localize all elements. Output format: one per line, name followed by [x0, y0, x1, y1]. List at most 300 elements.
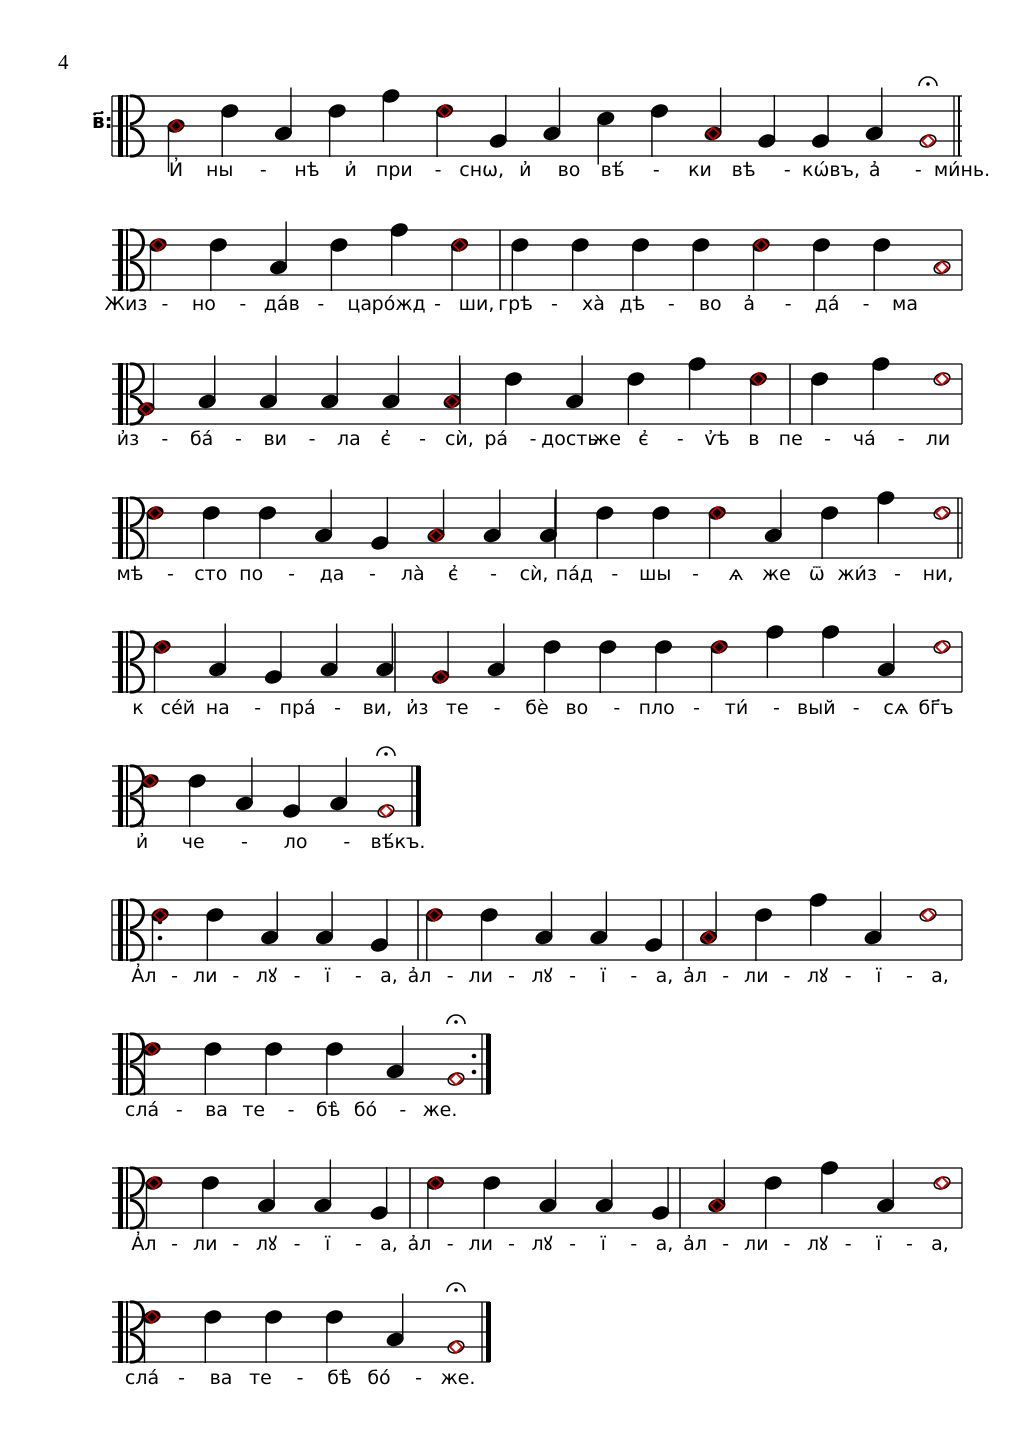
note-head — [876, 1198, 895, 1214]
c-clef-icon — [126, 1033, 128, 1095]
lyric-syllable: - — [334, 697, 341, 719]
lyric-syllable: во — [557, 159, 581, 181]
lyric-syllable: дѣ — [619, 293, 646, 315]
lyric-syllable: а, — [655, 965, 674, 987]
note-head — [872, 237, 891, 253]
c-clef-icon — [118, 497, 123, 559]
c-clef-icon — [126, 363, 128, 425]
note-head — [320, 662, 339, 678]
note-head — [864, 930, 883, 946]
note-head — [209, 237, 228, 253]
lyric-syllable: - — [354, 1233, 362, 1255]
note-head — [320, 394, 339, 410]
note-head — [483, 528, 502, 544]
lyric-syllable: ки — [688, 159, 712, 181]
lyric-syllable: - — [178, 1367, 185, 1389]
note-head — [390, 222, 409, 238]
lyric-syllable: да — [319, 563, 345, 585]
lyric-syllable: - — [784, 293, 792, 315]
note-head — [631, 237, 650, 253]
final-barline — [958, 96, 960, 156]
lyric-syllable: ни, — [922, 563, 954, 585]
lyric-syllable: - — [296, 1367, 304, 1389]
lyric-syllable: ї — [600, 965, 606, 987]
note-head — [654, 639, 673, 655]
lyric-syllable: - — [783, 159, 791, 181]
lyric-syllable: бѣ̀ — [327, 1367, 352, 1389]
lyric-syllable: же — [592, 428, 622, 450]
lyric-syllable: а҆ — [868, 159, 881, 181]
note-head — [208, 662, 227, 678]
lyric-syllable: ны — [205, 159, 234, 181]
lyric-syllable: жи́з — [837, 563, 877, 585]
note-head — [871, 356, 890, 372]
note-head — [688, 356, 707, 372]
lyric-syllable: а҆л — [683, 1233, 707, 1255]
lyric-syllable: - — [507, 1233, 515, 1255]
lyric-syllable: - — [852, 697, 860, 719]
lyric-syllable: ѿ — [808, 563, 825, 585]
lyric-syllable: ї — [600, 1233, 606, 1255]
c-clef-icon — [126, 229, 128, 291]
lyric-syllable: лꙋ — [255, 1233, 277, 1255]
note-head — [198, 394, 217, 410]
lyric-syllable: - — [288, 563, 296, 585]
note-head — [571, 237, 590, 253]
note-head — [329, 237, 348, 253]
note-head — [595, 1198, 614, 1214]
note-head — [543, 639, 562, 655]
repeat-dot — [472, 1070, 477, 1075]
note-head — [203, 1309, 222, 1325]
lyric-syllable: ма — [892, 293, 918, 315]
lyric-syllable: И҆ — [168, 159, 184, 181]
note-head — [589, 930, 608, 946]
lyric-syllable: - — [905, 965, 913, 987]
lyric-syllable: че — [181, 831, 205, 853]
note-head — [260, 930, 279, 946]
lyric-syllable: сла́ — [124, 1099, 160, 1121]
lyric-syllable: - — [232, 1233, 240, 1255]
lyric-syllable: - — [171, 965, 179, 987]
note-head — [811, 133, 830, 149]
c-clef-icon — [126, 95, 128, 157]
lyric-syllable: вый — [797, 697, 836, 719]
lyric-syllable: ви — [263, 428, 288, 450]
lyric-syllable: - — [897, 428, 905, 450]
lyric-syllable: в — [748, 428, 760, 450]
note-head — [644, 937, 663, 953]
note-head — [535, 930, 554, 946]
lyric-syllable: же. — [422, 1099, 458, 1121]
lyric-syllable: - — [415, 1367, 422, 1389]
lyric-syllable: - — [914, 159, 922, 181]
lyric-syllable: на — [205, 697, 230, 719]
lyric-syllable: - — [693, 697, 701, 719]
note-head — [865, 126, 884, 142]
lyric-syllable: пе — [778, 428, 803, 450]
lyric-syllable: - — [844, 1233, 852, 1255]
note-head — [325, 1309, 344, 1325]
note-head — [203, 1041, 222, 1057]
lyric-syllable: ї — [876, 965, 882, 987]
lyric-syllable: лꙋ — [255, 965, 277, 987]
lyric-syllable: є҆ — [638, 428, 649, 450]
note-head — [220, 103, 239, 119]
lyric-syllable: - — [368, 563, 376, 585]
lyric-syllable: бо́ — [367, 1367, 391, 1389]
lyric-syllable: а҆л — [407, 1233, 432, 1255]
lyric-syllable: а҆ — [743, 293, 756, 315]
note-head — [820, 1160, 839, 1176]
lyric-syllable: - — [434, 293, 442, 315]
lyric-syllable: ро́жд — [371, 293, 426, 315]
lyric-syllable: ї — [325, 1233, 331, 1255]
fermata-icon — [454, 1020, 458, 1024]
lyric-syllable: вѣ — [731, 159, 756, 181]
lyric-syllable: да́в — [263, 293, 300, 315]
lyric-syllable: - — [529, 428, 537, 450]
lyric-syllable: - — [259, 159, 267, 181]
lyric-syllable: а, — [380, 965, 398, 987]
lyric-syllable: - — [692, 563, 700, 585]
lyric-syllable: шы — [639, 563, 672, 585]
note-head — [381, 394, 400, 410]
note-head — [764, 528, 783, 544]
lyric-syllable: бѣ̀ — [316, 1099, 341, 1121]
lyric-syllable: лꙋ — [531, 1233, 553, 1255]
lyric-syllable: да́ — [814, 293, 840, 315]
note-head — [810, 371, 829, 387]
lyric-syllable: - — [722, 1233, 730, 1255]
lyric-syllable: А҆л — [131, 965, 157, 987]
lyric-syllable: - — [894, 563, 902, 585]
repeat-dot — [158, 936, 163, 941]
note-head — [754, 907, 773, 923]
lyric-syllable: ла — [337, 428, 361, 450]
lyric-syllable: ї — [876, 1233, 882, 1255]
final-barline — [486, 1302, 491, 1362]
lyric-syllable: ми́нь. — [933, 159, 991, 181]
note-head — [651, 1205, 670, 1221]
c-clef-icon — [118, 765, 123, 827]
lyric-syllable: - — [446, 1233, 454, 1255]
lyric-syllable: а҆л — [407, 965, 432, 987]
lyric-syllable: лꙋ — [807, 965, 829, 987]
lyric-syllable: ча́ — [852, 428, 876, 450]
lyric-syllable: и҆з — [406, 697, 429, 719]
lyric-syllable: - — [844, 965, 852, 987]
note-head — [480, 907, 499, 923]
c-clef-icon — [118, 899, 123, 961]
lyric-syllable: - — [171, 1233, 179, 1255]
lyric-syllable: - — [161, 428, 169, 450]
lyric-syllable: пло — [638, 697, 675, 719]
lyric-syllable: те — [242, 1099, 266, 1121]
note-head — [539, 1198, 558, 1214]
lyric-syllable: - — [772, 697, 780, 719]
note-head — [202, 505, 221, 521]
lyric-syllable: ли — [925, 428, 951, 450]
note-head — [565, 394, 584, 410]
lyric-syllable: ви, — [362, 697, 393, 719]
lyric-syllable: лꙋ — [807, 1233, 829, 1255]
lyric-syllable: - — [239, 293, 247, 315]
lyric-syllable: по — [239, 563, 264, 585]
lyric-syllable: ѵ҆ѣ — [704, 428, 730, 450]
lyric-syllable: - — [783, 1233, 791, 1255]
lyric-syllable: а, — [380, 1233, 398, 1255]
note-head — [329, 796, 348, 812]
repeat-dot — [472, 1054, 477, 1059]
note-head — [757, 133, 776, 149]
note-head — [626, 371, 645, 387]
lyric-syllable: лꙋ — [531, 965, 553, 987]
note-head — [370, 535, 389, 551]
lyric-syllable: - — [446, 965, 454, 987]
c-clef-icon — [118, 1301, 123, 1363]
lyric-syllable: ли — [192, 1233, 218, 1255]
note-head — [188, 773, 207, 789]
lyric-syllable: же. — [440, 1367, 476, 1389]
lyric-syllable: - — [783, 965, 791, 987]
note-head — [596, 111, 615, 127]
lyric-syllable: ца — [347, 293, 372, 315]
note-head — [812, 237, 831, 253]
lyric-syllable: - — [676, 428, 684, 450]
lyric-syllable: - — [399, 1099, 407, 1121]
note-head — [269, 260, 288, 276]
lyric-syllable: сла́ — [124, 1367, 160, 1389]
note-head — [809, 892, 828, 908]
lyric-syllable: - — [722, 965, 730, 987]
note-head — [487, 662, 506, 678]
lyric-syllable: снѡ, — [459, 159, 505, 181]
note-head — [381, 88, 400, 104]
fermata-icon — [384, 752, 388, 756]
fermata-icon — [454, 1288, 458, 1292]
note-head — [315, 930, 334, 946]
lyric-syllable: мѣ — [116, 563, 144, 585]
lyric-syllable: ва — [205, 1099, 228, 1121]
lyric-syllable: те — [445, 697, 469, 719]
lyric-syllable: - — [161, 293, 169, 315]
note-head — [282, 803, 301, 819]
note-head — [274, 126, 293, 142]
lyric-syllable: вѣ́къ. — [370, 831, 426, 853]
lyric-syllable: и҆ — [344, 159, 357, 181]
lyric-syllable: ла̀ — [400, 563, 425, 585]
lyric-syllable: А҆л — [131, 1233, 157, 1255]
lyric-syllable: а, — [931, 1233, 949, 1255]
voice-label: в҃: — [92, 109, 113, 133]
lyric-syllable: - — [254, 697, 262, 719]
c-clef-icon — [118, 95, 123, 157]
lyric-syllable: кѡ́въ, — [801, 159, 861, 181]
note-head — [764, 1175, 783, 1191]
note-head — [235, 796, 254, 812]
note-head — [504, 371, 523, 387]
note-head — [201, 1175, 220, 1191]
note-head — [821, 624, 840, 640]
lyric-syllable: ха̀ — [581, 293, 605, 315]
note-head — [258, 505, 277, 521]
lyric-syllable: - — [611, 563, 619, 585]
lyric-syllable: ти́ — [724, 697, 749, 719]
fermata-icon — [926, 82, 930, 86]
lyric-syllable: - — [166, 563, 174, 585]
lyric-syllable: же — [761, 563, 791, 585]
lyric-syllable: а҆л — [683, 965, 707, 987]
note-head — [543, 126, 562, 142]
lyric-syllable: - — [551, 293, 558, 315]
c-clef-icon — [118, 1167, 123, 1229]
page-number: 4 — [58, 50, 69, 74]
lyric-syllable: - — [232, 965, 240, 987]
lyric-syllable: - — [434, 159, 442, 181]
note-head — [328, 103, 347, 119]
note-head — [375, 662, 394, 678]
note-head — [264, 669, 283, 685]
note-head — [877, 662, 896, 678]
lyric-syllable: сѧ — [883, 697, 909, 719]
lyric-syllable: - — [343, 831, 351, 853]
c-clef-icon — [118, 631, 123, 693]
final-barline — [416, 766, 421, 826]
c-clef-icon — [118, 1033, 123, 1095]
lyric-syllable: при — [375, 159, 413, 181]
lyric-syllable: ли — [744, 965, 769, 987]
note-head — [313, 1198, 332, 1214]
note-head — [386, 1332, 405, 1348]
lyric-syllable: - — [493, 697, 501, 719]
lyric-syllable: бг҃ъ — [918, 697, 954, 719]
note-head — [370, 937, 389, 953]
lyric-syllable: - — [569, 1233, 577, 1255]
c-clef-icon — [126, 631, 128, 693]
lyric-syllable: сѝ, — [444, 428, 474, 450]
lyric-syllable: - — [630, 1233, 638, 1255]
note-head — [650, 103, 669, 119]
final-barline — [486, 1034, 491, 1094]
lyric-syllable: - — [287, 1099, 295, 1121]
lyric-syllable: дость — [541, 428, 599, 450]
lyric-syllable: пра́ — [279, 697, 316, 719]
note-head — [510, 237, 529, 253]
lyric-syllable: сѝ, — [519, 563, 549, 585]
note-head — [651, 505, 670, 521]
lyric-syllable: те — [249, 1367, 272, 1389]
lyric-syllable: бо́ — [353, 1099, 378, 1121]
note-head — [325, 1041, 344, 1057]
note-head — [482, 1175, 501, 1191]
note-head — [595, 505, 614, 521]
lyric-syllable: и҆ — [519, 159, 532, 181]
lyric-syllable: во — [698, 293, 722, 315]
note-head — [489, 133, 508, 149]
lyric-syllable: ли — [192, 965, 218, 987]
lyric-syllable: ра́ — [484, 428, 509, 450]
lyric-syllable: ли — [468, 965, 494, 987]
note-head — [257, 1198, 276, 1214]
lyric-syllable: па́д — [555, 563, 594, 585]
note-head — [205, 907, 224, 923]
lyric-syllable: є҆ — [380, 428, 391, 450]
lyric-syllable: и҆з — [116, 428, 140, 450]
lyric-syllable: - — [905, 1233, 913, 1255]
note-head — [820, 505, 839, 521]
lyric-syllable: - — [175, 1099, 183, 1121]
c-clef-icon — [118, 229, 123, 291]
note-head — [264, 1041, 283, 1057]
lyric-syllable: ї — [325, 965, 331, 987]
lyric-syllable: а, — [931, 965, 949, 987]
lyric-syllable: - — [862, 293, 870, 315]
lyric-syllable: ши, — [458, 293, 495, 315]
lyric-syllable: во — [565, 697, 589, 719]
lyric-syllable: ли — [744, 1233, 769, 1255]
lyric-syllable: ли — [468, 1233, 494, 1255]
c-clef-icon — [126, 899, 128, 961]
lyric-syllable: Жиз — [104, 293, 148, 315]
note-head — [386, 1064, 405, 1080]
lyric-syllable: - — [293, 1233, 301, 1255]
lyric-syllable: се́й — [160, 697, 196, 719]
lyric-syllable: - — [317, 293, 325, 315]
lyric-syllable: - — [354, 965, 362, 987]
lyric-syllable: - — [507, 965, 515, 987]
lyric-syllable: бѐ — [525, 697, 549, 719]
lyric-syllable: к — [132, 697, 144, 719]
lyric-syllable: - — [613, 697, 621, 719]
lyric-syllable: - — [419, 428, 426, 450]
lyric-syllable: ба́ — [189, 428, 214, 450]
lyric-syllable: вѣ́ — [600, 159, 625, 181]
note-head — [876, 490, 895, 506]
note-head — [598, 639, 617, 655]
lyric-syllable: - — [293, 965, 301, 987]
c-clef-icon — [126, 765, 128, 827]
note-head — [691, 237, 710, 253]
note-head — [259, 394, 278, 410]
c-clef-icon — [126, 1301, 128, 1363]
note-head — [765, 624, 784, 640]
lyric-syllable: и҆ — [135, 831, 149, 853]
lyric-syllable: - — [308, 428, 316, 450]
lyric-syllable: - — [652, 159, 660, 181]
lyric-syllable: - — [235, 428, 242, 450]
note-head — [370, 1205, 389, 1221]
lyric-syllable: грѣ — [498, 293, 533, 315]
note-head — [314, 528, 333, 544]
lyric-syllable: ло — [283, 831, 308, 853]
lyric-syllable: - — [630, 965, 638, 987]
lyric-syllable: ва — [209, 1367, 233, 1389]
lyric-syllable: а, — [655, 1233, 674, 1255]
lyric-syllable: - — [240, 831, 248, 853]
lyric-syllable: - — [667, 293, 675, 315]
c-clef-icon — [126, 497, 128, 559]
lyric-syllable: ѧ — [728, 563, 744, 585]
lyric-syllable: є҆ — [447, 563, 459, 585]
lyric-syllable: - — [490, 563, 498, 585]
c-clef-icon — [118, 363, 123, 425]
lyric-syllable: нѣ — [294, 159, 320, 181]
lyric-syllable: сто — [194, 563, 228, 585]
lyric-syllable: - — [824, 428, 831, 450]
lyric-syllable: - — [569, 965, 577, 987]
c-clef-icon — [126, 1167, 128, 1229]
